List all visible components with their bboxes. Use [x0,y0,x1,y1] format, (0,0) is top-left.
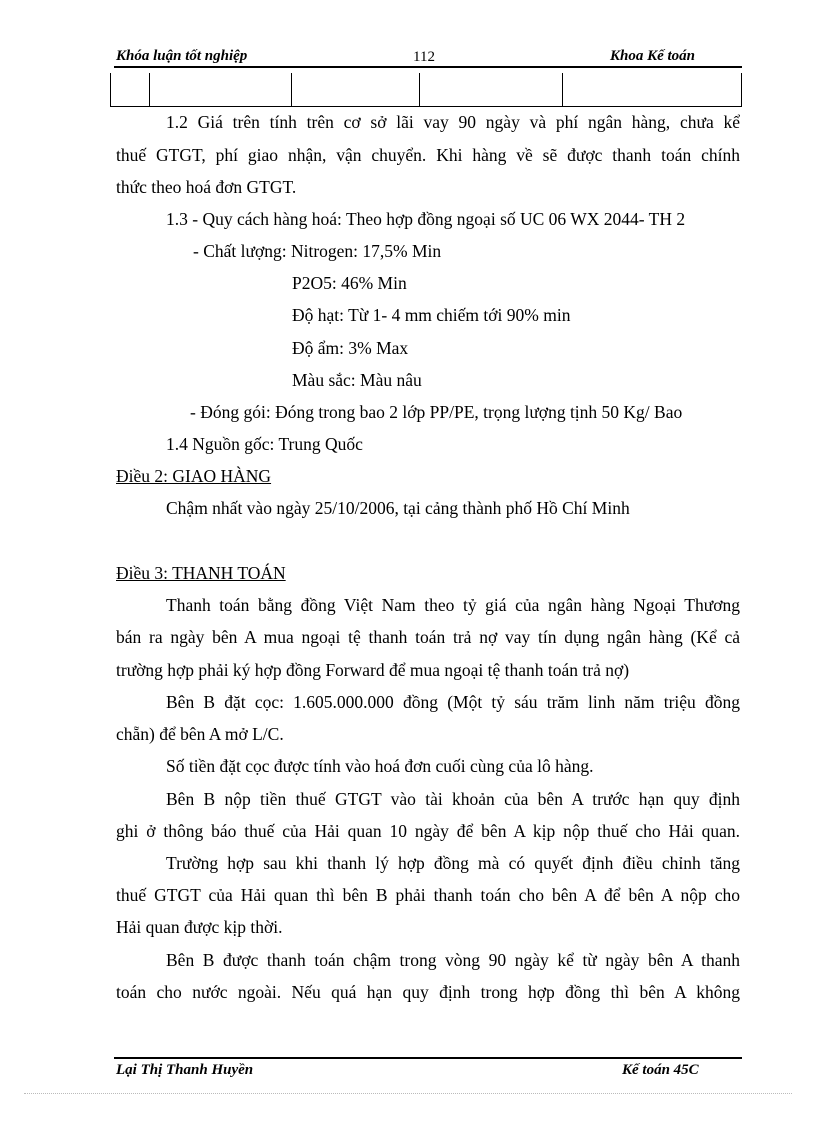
page-frame-edge [24,1093,792,1094]
text-line: 1.4 Nguồn gốc: Trung Quốc [166,434,363,454]
article-heading: Điều 2: GIAO HÀNG [116,466,272,486]
footer-rule [114,1057,742,1059]
text-line: 1.2 Giá trên tính trên cơ sở lãi vay 90 ngày và phí ngân hàng, chưa kể [166,112,740,132]
header-rule [114,66,742,68]
text-line: Số tiền đặt cọc được tính vào hoá đơn cuối cùng của lô hàng. [166,756,594,776]
article-heading: Điều 3: THANH TOÁN [116,563,286,583]
table-col-divider [419,73,420,106]
text-line: Độ ẩm: 3% Max [292,338,409,358]
footer-left: Lại Thị Thanh Huyền [116,1062,254,1078]
text-line: Màu sắc: Màu nâu [292,370,422,390]
text-line: thuế GTGT của Hải quan thì bên B phải thanh toán cho bên A để bên A nộp cho [116,885,740,905]
text-line: - Đóng gói: Đóng trong bao 2 lớp PP/PE, trọng lượng tịnh 50 Kg/ Bao [190,402,683,422]
text-line: thức theo hoá đơn GTGT. [116,177,297,197]
text-line: trường hợp phải ký hợp đồng Forward để mua ngoại tệ thanh toán trả nợ) [116,660,630,680]
text-line: Thanh toán bằng đồng Việt Nam theo tỷ giá của ngân hàng Ngoại Thương [166,595,740,615]
page-number: 112 [413,49,435,65]
text-line: Hải quan được kịp thời. [116,917,283,937]
table-col-divider [291,73,292,106]
table-col-divider [562,73,563,106]
text-line: thuế GTGT, phí giao nhận, vận chuyển. Khi hàng về sẽ được thanh toán chính [116,145,740,165]
header-left: Khóa luận tốt nghiệp [116,48,248,64]
footer-right: Kế toán 45C [622,1062,699,1078]
text-line: toán cho nước ngoài. Nếu quá hạn quy định trong hợp đồng thì bên A không [116,982,740,1002]
table-col-divider [149,73,150,106]
text-line: Bên B nộp tiền thuế GTGT vào tài khoản của bên A trước hạn quy định [166,789,740,809]
text-line: ghi ở thông báo thuế của Hải quan 10 ngày để bên A kịp nộp thuế cho Hải quan. [116,821,740,841]
text-line: Bên B đặt cọc: 1.605.000.000 đồng (Một tỷ sáu trăm linh năm triệu đồng [166,692,740,712]
text-line: - Chất lượng: Nitrogen: 17,5% Min [193,241,442,261]
text-line: 1.3 - Quy cách hàng hoá: Theo hợp đồng ngoại số UC 06 WX 2044- TH 2 [166,209,686,229]
text-line: chẵn) để bên A mở L/C. [116,724,284,744]
header-right: Khoa Kế toán [610,48,696,64]
text-line: Độ hạt: Từ 1- 4 mm chiếm tới 90% min [292,305,571,325]
text-line: bán ra ngày bên A mua ngoại tệ thanh toán trả nợ vay tín dụng ngân hàng (Kể cả [116,627,740,647]
text-line: P2O5: 46% Min [292,273,407,293]
text-line: Chậm nhất vào ngày 25/10/2006, tại cảng thành phố Hồ Chí Minh [166,498,630,518]
text-line: Bên B được thanh toán chậm trong vòng 90 ngày kể từ ngày bên A thanh [166,950,740,970]
table-fragment [110,73,742,107]
text-line: Trường hợp sau khi thanh lý hợp đồng mà có quyết định điều chỉnh tăng [166,853,740,873]
